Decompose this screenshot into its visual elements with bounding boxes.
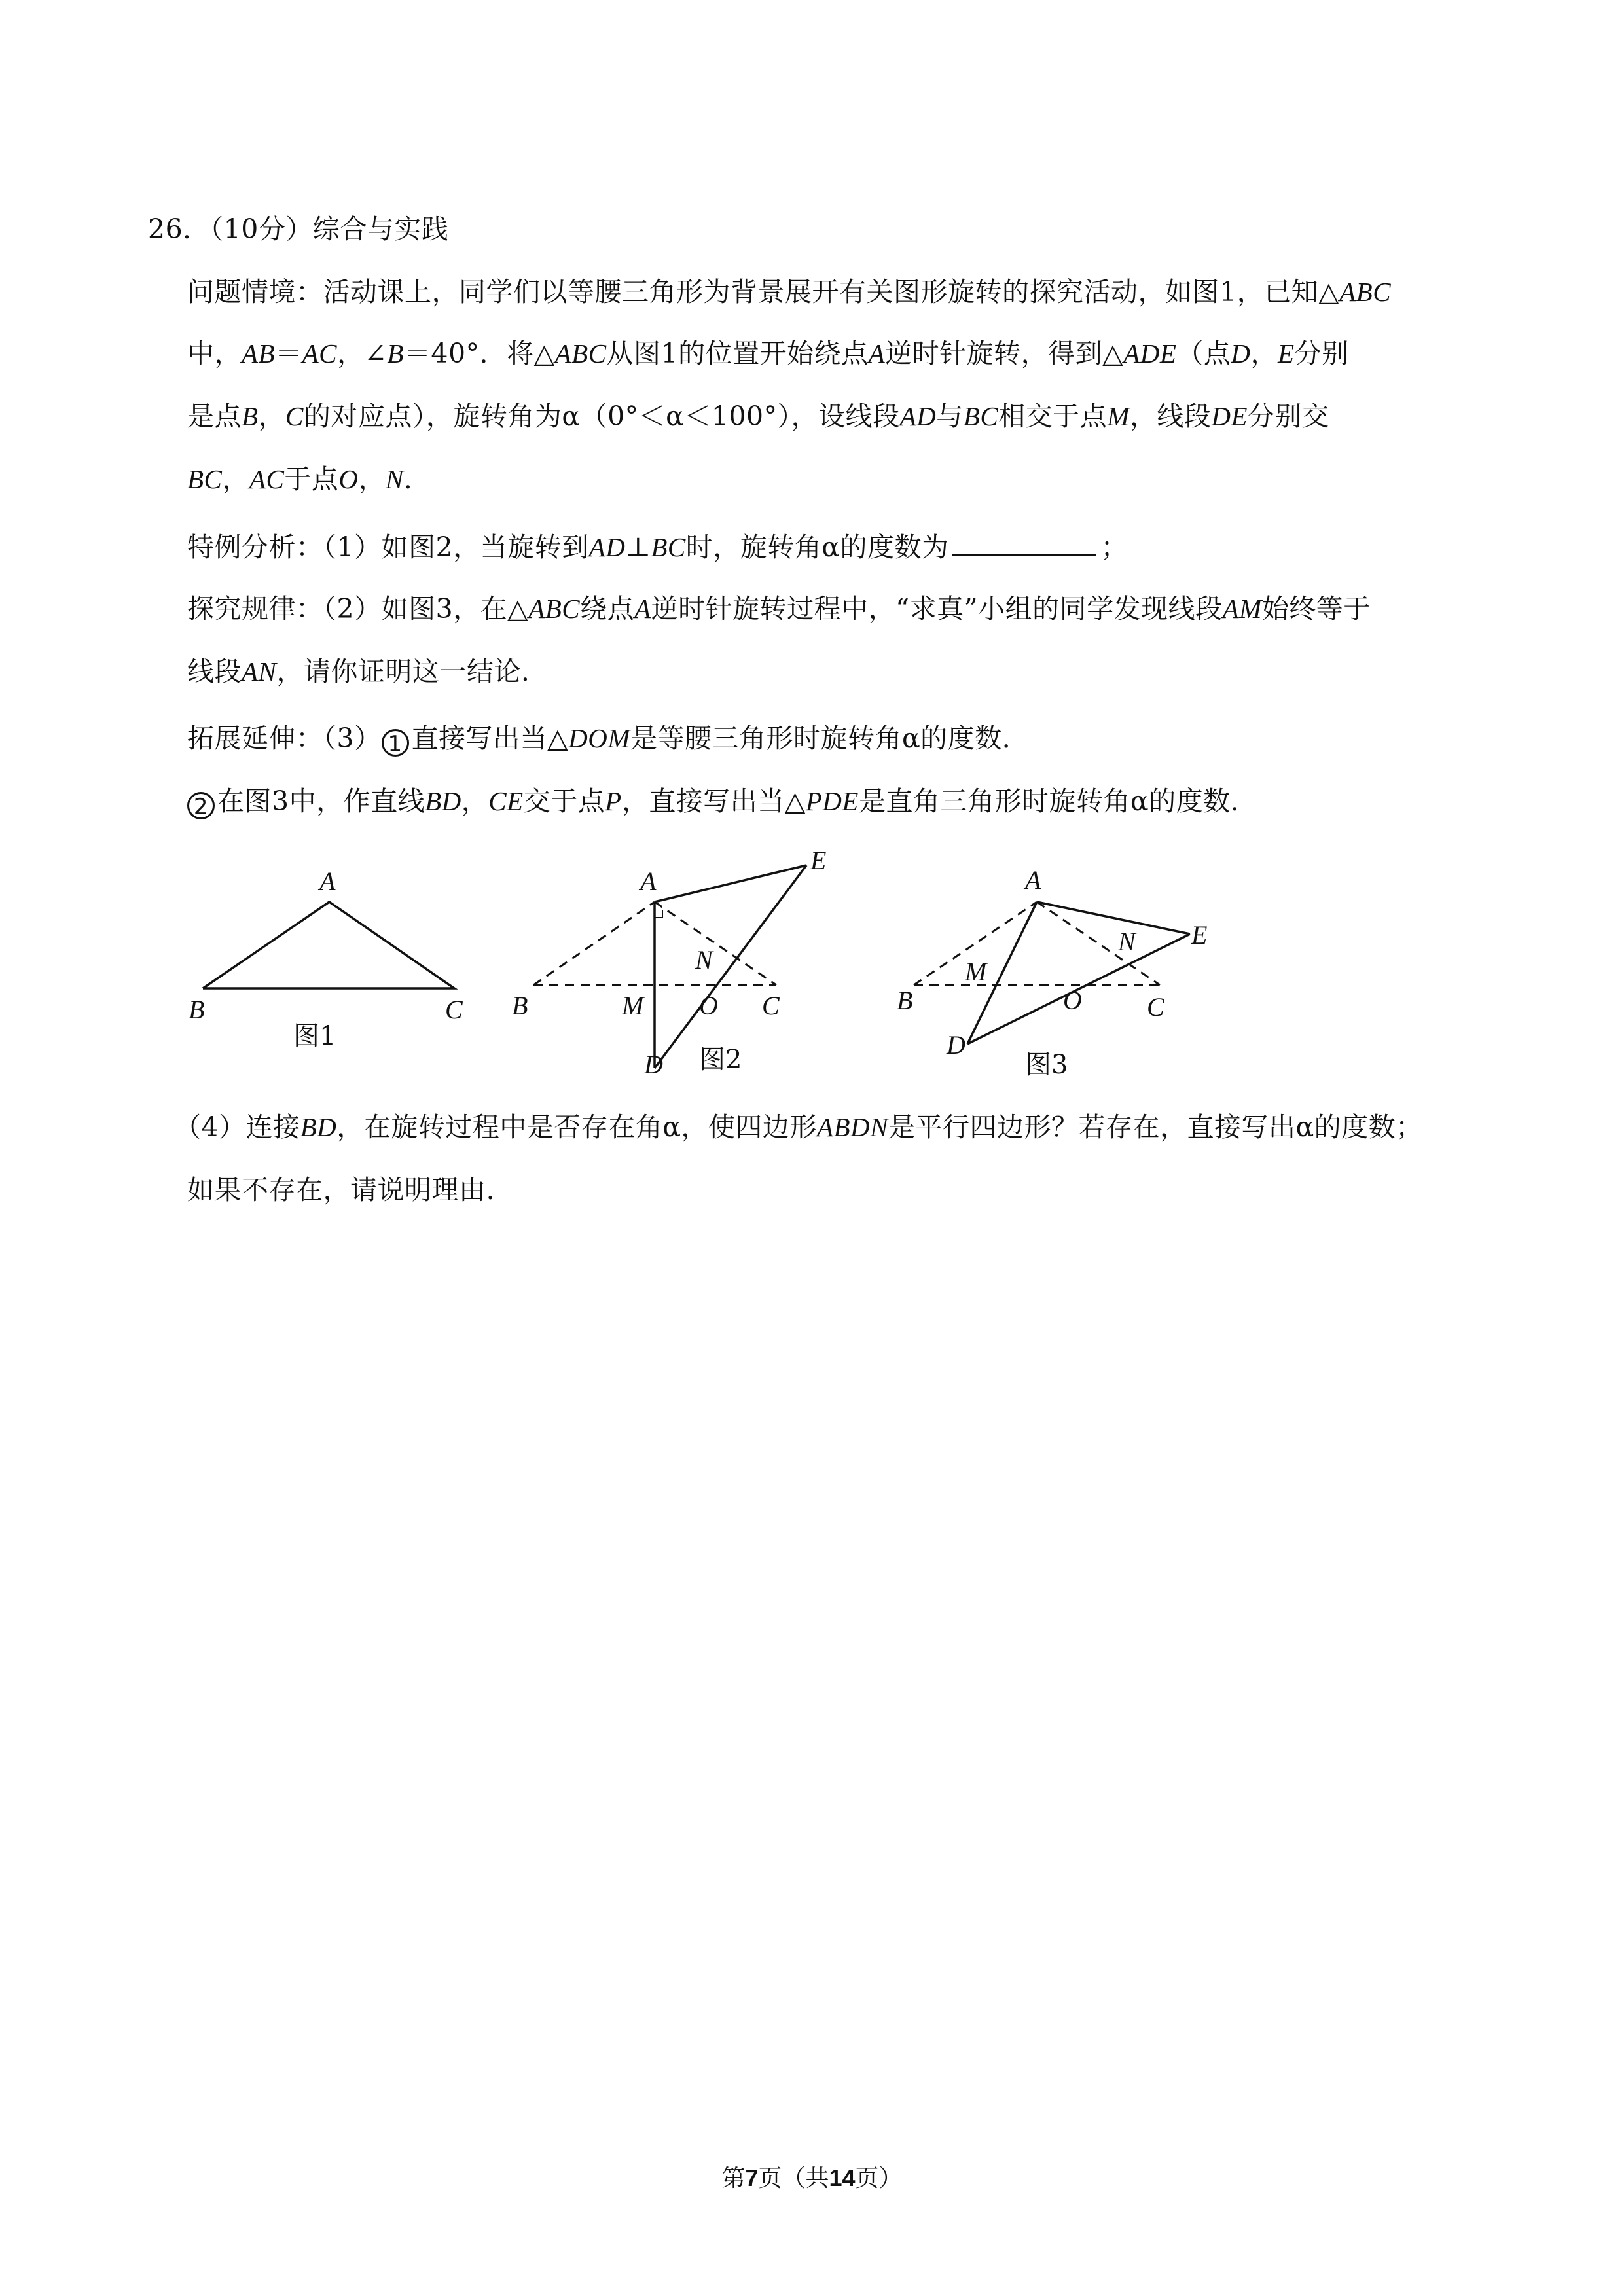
fig1-label-b: B <box>189 995 205 1024</box>
question-1: 特例分析：（1）如图2，当旋转到AD⊥BC时，旋转角α的度数为 ； <box>187 528 1128 567</box>
figure-1 <box>189 867 463 1051</box>
figure-3 <box>897 865 1207 1080</box>
fig2-line-ab <box>533 902 655 985</box>
intro-line-3: 是点B，C的对应点），旋转角为α（0°＜α＜100°），设线段AD与BC相交于点M，线段DE分别交 <box>187 401 1329 432</box>
figure-2 <box>512 846 826 1079</box>
fig2-label-n: N <box>695 945 713 975</box>
fig2-right-angle <box>655 910 662 918</box>
intro-line-2: 中，AB＝AC，∠B＝40°．将△ABC从图1的位置开始绕点A逆时针旋转，得到△ADE（点D，E分别 <box>187 338 1349 369</box>
fig2-label-c: C <box>762 991 780 1020</box>
question-header: 26．（10分）综合与实践 <box>148 213 449 245</box>
circled-number-1: 1 <box>382 729 409 757</box>
question-4-line-1: （4）连接BD，在旋转过程中是否存在角α，使四边形ABDN是平行四边形？若存在，直接写出α的度数； <box>174 1111 1423 1143</box>
fig2-label-b: B <box>512 991 528 1020</box>
question-2-line-1: 探究规律：（2）如图3，在△ABC绕点A逆时针旋转过程中，“求真”小组的同学发现线段AM始终等于 <box>187 593 1371 624</box>
fig3-label-o: O <box>1063 986 1082 1015</box>
fig3-label-d: D <box>947 1030 965 1060</box>
question-2-line-2: 线段AN，请你证明这一结论. <box>187 656 530 687</box>
fig3-caption: 图3 <box>1025 1050 1068 1080</box>
fig3-line-ae <box>1037 902 1190 934</box>
answer-blank[interactable] <box>952 529 1096 556</box>
fig2-caption: 图2 <box>699 1045 742 1075</box>
fig2-line-ac <box>655 902 776 985</box>
fig2-label-a: A <box>640 867 657 896</box>
fig2-label-d: D <box>644 1050 663 1079</box>
intro-line-1: 问题情境：活动课上，同学们以等腰三角形为背景展开有关图形旋转的探究活动，如图1，已知△ABC <box>187 276 1392 308</box>
fig3-label-m: M <box>965 957 987 986</box>
fig3-label-c: C <box>1147 992 1164 1022</box>
fig3-label-n: N <box>1118 927 1136 956</box>
triangle-abc <box>203 902 454 988</box>
question-3-part-1: 拓展延伸：（3） 1 直接写出当△DOM是等腰三角形时旋转角α的度数. <box>187 723 1011 757</box>
fig1-label-c: C <box>445 995 463 1024</box>
fig3-label-b: B <box>897 986 913 1015</box>
fig3-label-e: E <box>1191 920 1208 950</box>
fig2-label-m: M <box>622 991 644 1020</box>
fig2-label-e: E <box>810 846 827 875</box>
question-3-part-2: 2 在图3中，作直线BD，CE交于点P，直接写出当△PDE是直角三角形时旋转角α的度数. <box>187 781 1239 821</box>
fig3-label-a: A <box>1025 865 1041 895</box>
intro-line-4: BC，AC于点O，N. <box>187 463 413 495</box>
circled-number-2: 2 <box>187 792 215 819</box>
fig2-label-o: O <box>699 991 718 1020</box>
question-4-line-2: 如果不存在，请说明理由. <box>187 1174 496 1206</box>
figures-row <box>0 838 1624 1100</box>
fig1-label-a: A <box>319 867 336 896</box>
fig1-caption: 图1 <box>293 1021 336 1051</box>
page-footer: 第7页（共14页） <box>721 2164 903 2192</box>
geometry-figures <box>0 838 1624 1100</box>
